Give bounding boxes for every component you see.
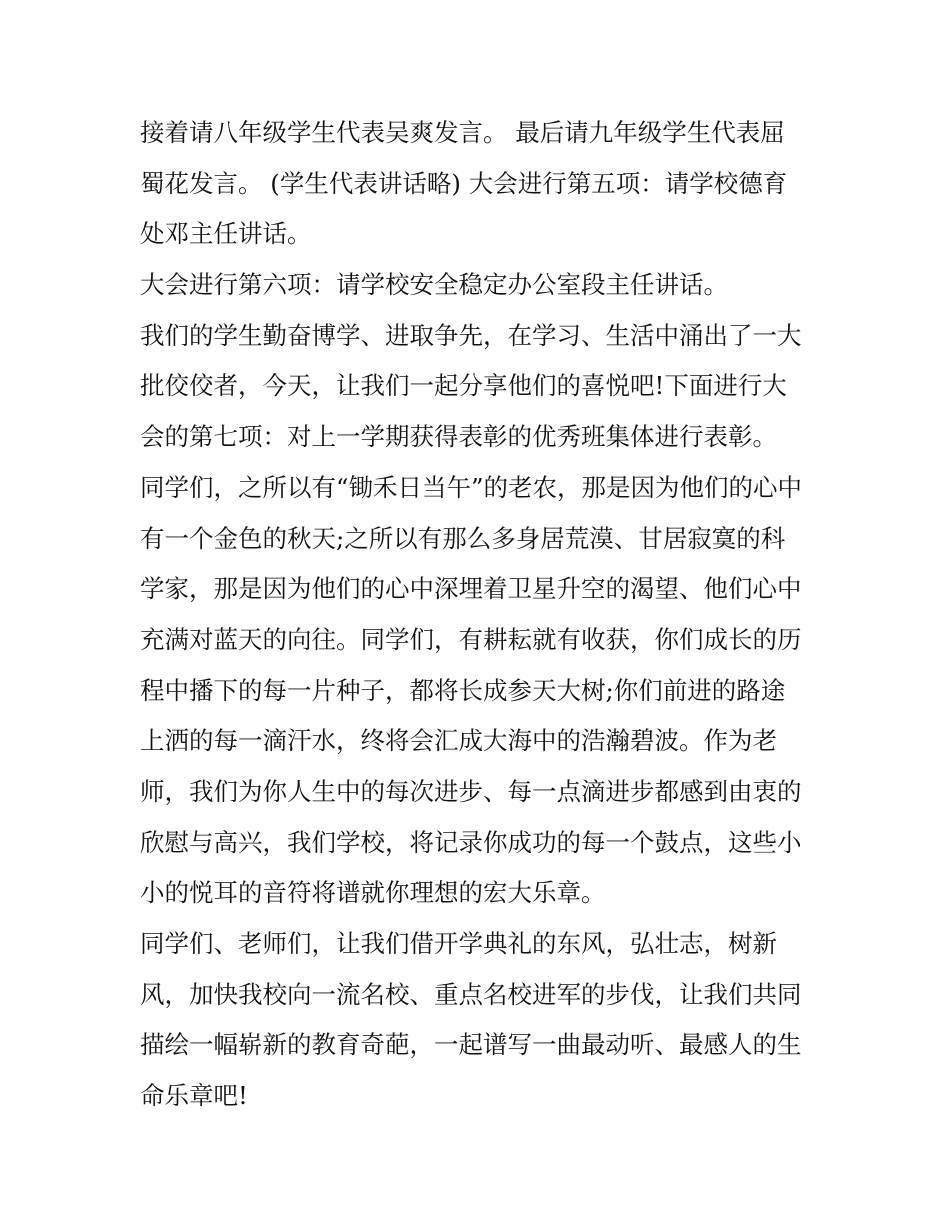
paragraph-encouragement — [140, 463, 815, 919]
text-line: 大会进行第六项：请学校安全稳定办公室段主任讲话。 — [140, 270, 728, 300]
document-body — [140, 108, 815, 1122]
paragraph-item-six — [140, 260, 815, 311]
text-line: 接着请八年级学生代表吴爽发言。 最后请九年级学生代表屈 — [140, 118, 785, 147]
text-line: 蜀花发言。 (学生代表讲话略) 大会进行第五项：请学校德育 — [140, 168, 788, 198]
text-line: 同学们、老师们，让我们借开学典礼的东风，弘壮志，树新 — [140, 929, 777, 958]
text-line: 充满对蓝天的向往。同学们，有耕耘就有收获，你们成长的历 — [140, 624, 802, 654]
text-line: 程中播下的每一片种子，都将长成参天大树;你们前进的路途 — [140, 675, 786, 705]
text-line: 风，加快我校向一流名校、重点名校进军的步伐，让我们共同 — [140, 979, 802, 1009]
text-line: 上洒的每一滴汗水，终将会汇成大海中的浩瀚碧波。作为老 — [140, 726, 777, 756]
text-line: 有一个金色的秋天;之所以有那么多身居荒漠、甘居寂寞的科 — [140, 523, 786, 553]
text-line: 处邓主任讲话。 — [140, 219, 312, 249]
text-line: 学家，那是因为他们的心中深埋着卫星升空的渴望、他们心中 — [140, 574, 802, 604]
text-line: 同学们，之所以有“锄禾日当午”的老农，那是因为他们的心中 — [140, 472, 803, 502]
text-line: 师，我们为你人生中的每次进步、每一点滴进步都感到由衷的 — [140, 776, 802, 806]
text-line: 小的悦耳的音符将谱就你理想的宏大乐章。 — [140, 878, 606, 908]
text-line: 会的第七项：对上一学期获得表彰的优秀班集体进行表彰。 — [140, 422, 777, 452]
text-line: 命乐章吧! — [140, 1081, 248, 1111]
text-line: 欣慰与高兴，我们学校，将记录你成功的每一个鼓点，这些小 — [140, 827, 802, 857]
paragraph-item-seven — [140, 311, 815, 463]
text-line: 批佼佼者，今天，让我们一起分享他们的喜悦吧!下面进行大 — [140, 371, 787, 401]
paragraph-student-speeches — [140, 108, 815, 260]
paragraph-closing — [140, 919, 815, 1122]
text-line: 描绘一幅崭新的教育奇葩，一起谱写一曲最动听、最感人的生 — [140, 1030, 802, 1060]
text-line: 我们的学生勤奋博学、进取争先，在学习、生活中涌出了一大 — [140, 320, 802, 350]
